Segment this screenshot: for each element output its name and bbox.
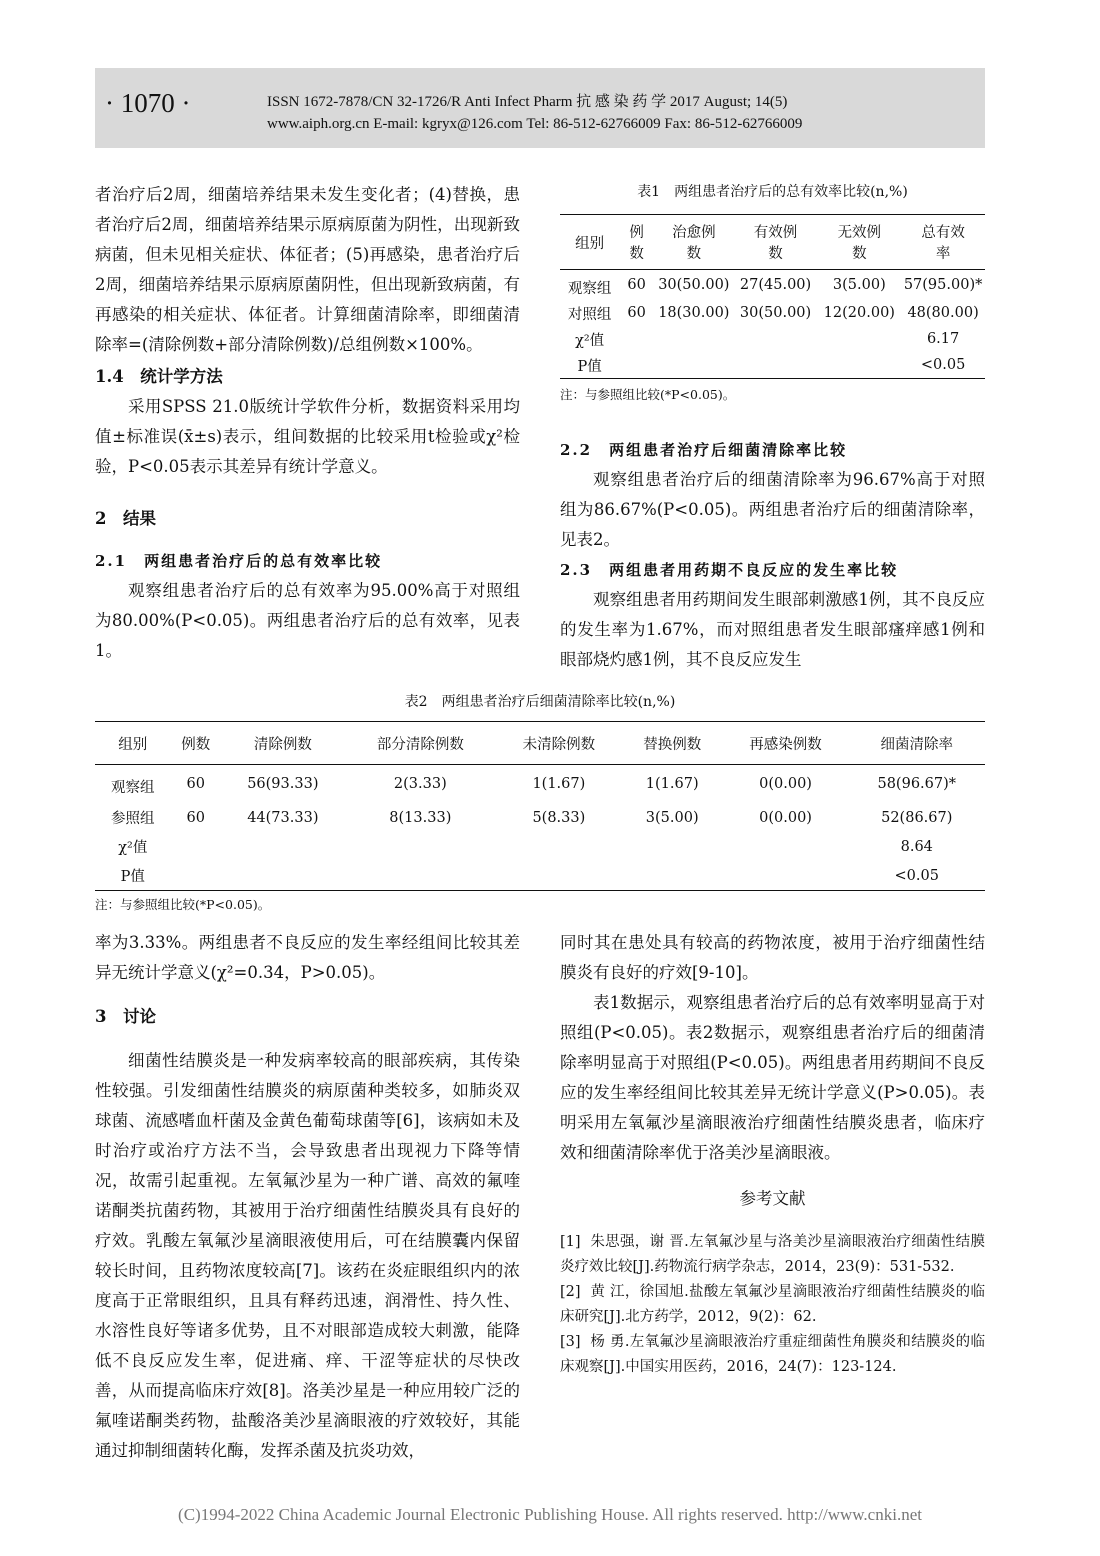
table-cell: P值	[577, 358, 602, 375]
table-cell: 60	[627, 305, 646, 321]
table-cell: P值	[120, 869, 145, 885]
table-cell: 0(0.00)	[759, 776, 812, 792]
table-cell: 观察组	[111, 779, 155, 796]
table-cell: 60	[627, 277, 646, 293]
paragraph: 表1数据示，观察组患者治疗后的总有效率明显高于对照组(P<0.05)。表2数据示，观察组患者治疗后的细菌清除率明显高于对照组(P<0.05)。两组患者用药期间不良反应的发生率经组间比较其差异无统计学意义(P>0.05)。表明采用左氧氟沙星滴眼液治疗细菌性结膜炎患者，临床疗效和细菌清除率优于洛美沙星滴眼液。	[560, 993, 985, 1162]
table-cell: 44(73.33)	[247, 809, 319, 826]
table-cell: 52(86.67)	[881, 809, 953, 826]
table-cell: 对照组	[567, 306, 612, 323]
paragraph: 者治疗后2周，细菌培养结果未发生变化者；(4)替换，患者治疗后2周，细菌培养结果示原病原菌为阴性，出现新致病菌，但未见相关症状、体征者；(5)再感染，患者治疗后2周，细菌培养结果示原病原菌阴性，但出现新致病菌，有再感染的相关症状、体征者。计算细菌清除率，即细菌清除率=(清除例数+部分清除例数)/总组例数×100%。	[95, 185, 520, 354]
table-header-row	[95, 722, 985, 765]
page-header	[95, 68, 985, 148]
paragraph: 同时其在患处具有较高的药物浓度，被用于治疗细菌性结膜炎有良好的疗效[9-10]。	[560, 933, 985, 982]
table-header: 清除例数	[253, 736, 312, 753]
table-cell	[817, 326, 901, 352]
copyright-footer: (C)1994-2022 China Academic Journal Electronic Publishing House. All rights reserved. http://www.cnki.net	[178, 1505, 922, 1524]
reference-text: 黄 江，徐国旭.盐酸左氧氟沙星滴眼液治疗细菌性结膜炎的临床研究[J].北方药学，2012，9(2)：62.	[560, 1284, 985, 1325]
paragraph: 观察组患者治疗后的细菌清除率为96.67%高于对照组为86.67%(P<0.05)。两组患者治疗后的细菌清除率，见表2。	[560, 470, 985, 549]
table-cell	[345, 832, 496, 861]
table-cell	[496, 832, 622, 861]
paragraph: 观察组患者用药期间发生眼部刺激感1例，其不良反应的发生率为1.67%，而对照组患者发生眼部瘙痒感1例和眼部烧灼感1例，其不良反应发生	[560, 590, 985, 669]
table-cell	[171, 861, 221, 891]
right-column-top	[560, 435, 985, 675]
table-cell	[622, 832, 723, 861]
table-row	[560, 300, 985, 326]
table-header: 未清除例数	[522, 736, 596, 753]
table-2-caption: 表2 两组患者治疗后细菌清除率比较(n,%)	[404, 694, 676, 710]
table-header: 组别	[118, 736, 148, 753]
table-header-row	[560, 215, 985, 270]
table-header: 例数	[629, 225, 644, 262]
table-cell: 30(50.00)	[658, 277, 730, 293]
left-column-top	[95, 180, 520, 666]
left-column-bottom	[95, 928, 520, 1466]
reference-number: [1]	[560, 1234, 581, 1250]
table-cell: 参照组	[111, 811, 155, 827]
reference-number: [2]	[560, 1284, 581, 1300]
table-row	[95, 803, 985, 832]
table-cell: 2(3.33)	[393, 776, 447, 792]
table-cell	[221, 861, 345, 891]
reference-text: 朱思强，谢 晋.左氧氟沙星与洛美沙星滴眼液治疗细菌性结膜炎疗效比较[J].药物流行病学杂志，2014，23(9)：531-532.	[560, 1234, 985, 1275]
table-row	[95, 861, 985, 891]
table-cell	[221, 832, 345, 861]
table-cell: 观察组	[567, 280, 612, 297]
table-cell: 6.17	[926, 331, 960, 347]
table-1-block	[560, 182, 985, 403]
table-cell: 8.64	[900, 838, 933, 855]
table-cell: 56(93.33)	[247, 776, 319, 792]
table-cell: 3(5.00)	[645, 809, 699, 826]
references-list	[560, 1230, 985, 1380]
reference-item	[560, 1230, 985, 1280]
table-header: 总有效率	[921, 225, 965, 262]
table-row	[560, 352, 985, 379]
table-cell	[723, 861, 849, 891]
paragraph: 细菌性结膜炎是一种发病率较高的眼部疾病，其传染性较强。引发细菌性结膜炎的病原菌种类较多，如肺炎双球菌、流感嗜血杆菌及金黄色葡萄球菌等[6]，该病如未及时治疗或治疗方法不当，会导致患者出现视力下降等情况，故需引起重视。左氧氟沙星为一种广谱、高效的氟喹诺酮类抗菌药物，其被用于治疗细菌性结膜炎具有良好的疗效。乳酸左氧氟沙星滴眼液使用后，可在结膜囊内保留较长时间，且药物浓度较高[7]。该药在炎症眼组织内的浓度高于正常眼组织，且具有释药迅速，润滑性、持久性、水溶性良好等诸多优势，且不对眼部造成较大刺激，能降低不良反应发生率，促进痛、痒、干涩等症状的尽快改善，从而提高临床疗效[8]。洛美沙星是一种应用较广泛的氟喹诺酮类药物，盐酸洛美沙星滴眼液的疗效较好，其能通过抑制细菌转化酶，发挥杀菌及抗炎功效，	[95, 1051, 520, 1460]
table-cell: 60	[186, 776, 205, 792]
section-heading-2-3: 2.3 两组患者用药期不良反应的发生率比较	[560, 561, 899, 579]
table-cell: 58(96.67)*	[877, 776, 957, 792]
table-header: 细菌清除率	[880, 736, 953, 753]
reference-number: [3]	[560, 1334, 581, 1350]
table-row	[560, 326, 985, 352]
table-cell: 1(1.67)	[645, 776, 699, 792]
table-header: 治愈例数	[672, 225, 716, 262]
table-header: 例数	[181, 736, 211, 753]
table-cell	[654, 352, 734, 379]
table-header: 组别	[575, 235, 605, 252]
paragraph: 率为3.33%。两组患者不良反应的发生率经组间比较其差异无统计学意义(χ²=0.34，P>0.05)。	[95, 933, 520, 982]
table-cell	[171, 832, 221, 861]
table-cell: 1(1.67)	[532, 776, 586, 792]
table-cell: 18(30.00)	[658, 305, 730, 321]
section-heading-1-4: 1.4 统计学方法	[95, 367, 223, 386]
table-1	[560, 214, 985, 379]
table-header: 部分清除例数	[376, 736, 464, 753]
paragraph: 采用SPSS 21.0版统计学软件分析，数据资料采用均值±标准误(x̄±s)表示，组间数据的比较采用t检验或χ²检验，P<0.05表示其差异有统计学意义。	[95, 397, 520, 476]
table-header: 再感染例数	[749, 736, 822, 753]
table-cell: 30(50.00)	[739, 305, 812, 321]
table-row	[95, 765, 985, 804]
table-2-note: 注：与参照组比较(*P<0.05)。	[95, 897, 271, 912]
table-cell	[619, 326, 654, 352]
table-cell: 48(80.00)	[907, 305, 979, 321]
section-heading-2-1: 2.1 两组患者治疗后的总有效率比较	[95, 552, 383, 570]
table-cell	[622, 861, 723, 891]
table-cell: <0.05	[920, 357, 966, 373]
table-cell: 57(95.00)*	[903, 277, 983, 293]
table-header: 无效例数	[837, 225, 882, 262]
table-cell: χ²值	[575, 332, 605, 349]
table-row	[95, 832, 985, 861]
section-heading-2: 2 结果	[95, 509, 156, 528]
journal-contact: www.aiph.org.cn E-mail: kgryx@126.com Tel: 86-512-62766009 Fax: 86-512-62766009	[267, 116, 803, 132]
reference-item	[560, 1280, 985, 1330]
table-header: 有效例数	[753, 225, 798, 262]
table-cell: <0.05	[894, 867, 939, 884]
table-cell	[734, 326, 818, 352]
table-header: 替换例数	[643, 736, 702, 753]
table-cell: 8(13.33)	[389, 809, 452, 826]
references-title: 参考文献	[739, 1189, 806, 1208]
section-heading-2-2: 2.2 两组患者治疗后细菌清除率比较	[560, 441, 848, 459]
table-cell: 60	[186, 809, 205, 826]
table-cell	[619, 352, 654, 379]
table-cell: 3(5.00)	[832, 277, 886, 293]
table-2	[95, 721, 985, 891]
table-row	[560, 270, 985, 301]
table-cell: 27(45.00)	[739, 277, 812, 293]
table-cell: 12(20.00)	[823, 305, 895, 321]
right-column-bottom	[560, 928, 985, 1380]
table-cell	[654, 326, 734, 352]
reference-text: 杨 勇.左氧氟沙星滴眼液治疗重症细菌性角膜炎和结膜炎的临床观察[J].中国实用医药，2016，24(7)：123-124.	[560, 1334, 985, 1375]
paragraph: 观察组患者治疗后的总有效率为95.00%高于对照组为80.00%(P<0.05)。两组患者治疗后的总有效率，见表1。	[95, 581, 520, 660]
table-cell: 0(0.00)	[759, 809, 812, 826]
table-1-note: 注：与参照组比较(*P<0.05)。	[560, 387, 736, 402]
table-cell	[817, 352, 901, 379]
table-2-block	[95, 692, 985, 913]
table-cell	[345, 861, 496, 891]
table-cell	[496, 861, 622, 891]
table-cell: χ²值	[118, 840, 148, 856]
section-heading-3: 3 讨论	[95, 1007, 156, 1026]
page-number: · 1070 ·	[105, 88, 191, 118]
table-cell: 5(8.33)	[532, 809, 586, 826]
reference-item	[560, 1330, 985, 1380]
journal-info: ISSN 1672-7878/CN 32-1726/R Anti Infect Pharm 抗 感 染 药 学 2017 August; 14(5)	[267, 94, 788, 110]
table-1-caption: 表1 两组患者治疗后的总有效率比较(n,%)	[637, 184, 908, 200]
table-cell	[723, 832, 849, 861]
table-cell	[734, 352, 818, 379]
